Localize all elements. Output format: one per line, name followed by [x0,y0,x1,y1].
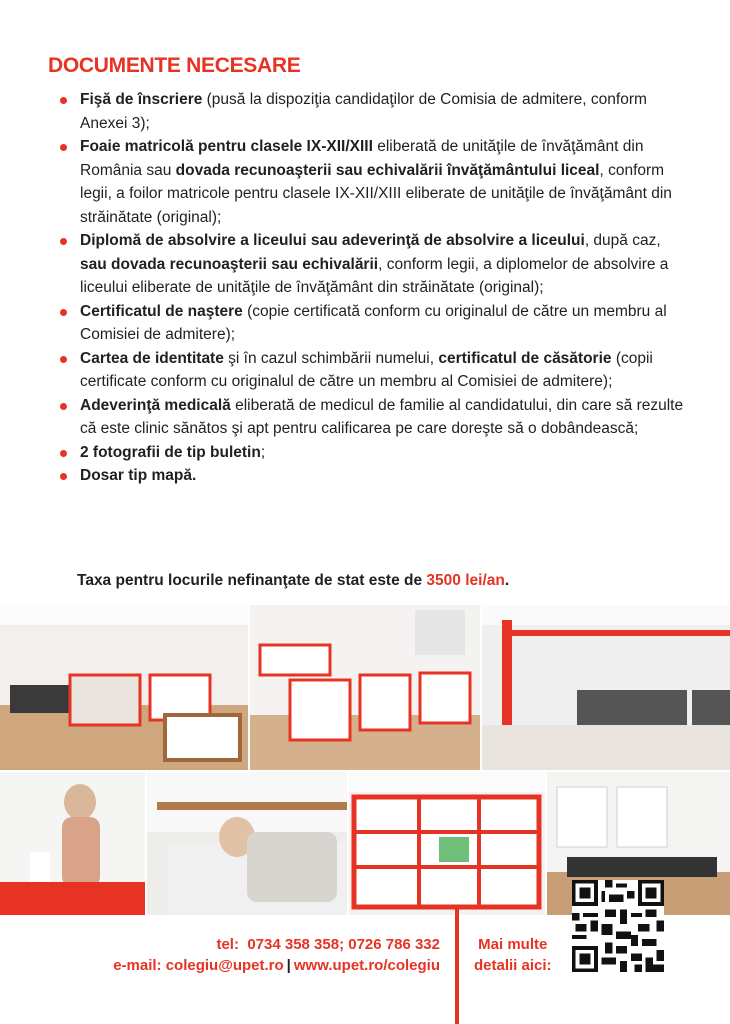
list-item: Dosar tip mapă. [55,464,685,488]
list-item: Adeverinţă medicală eliberată de medicul de familie al candidatului, din care să rezulte că este clinic sănătos şi apt pentru calificarea pe care doreşte să o dobândească; [55,394,685,441]
tuition-fee-note: Taxa pentru locurile nefinanţate de stat este de 3500 lei/an. [77,572,510,589]
email-web-line: e-mail: colegiu@upet.ro | www.upet.ro/colegiu [113,957,440,974]
photo-classroom-blurred [482,605,730,770]
list-item: Fişă de înscriere (pusă la dispoziţia candidaţilor de Comisia de admitere, conform Anexei 3); [55,88,685,135]
contact-info [113,934,440,976]
qr-code-icon[interactable] [572,880,664,972]
tuition-price: 3500 lei/an [426,572,505,589]
photo-red-shelves [349,772,545,915]
more-info-label: Mai multe detalii aici: [474,936,552,974]
list-item: Cartea de identitate şi în cazul schimbării numelui, certificatul de căsătorie (copii certificate conform cu originalul de către un membru al Comisiei de admitere); [55,347,685,394]
list-item: Certificatul de naştere (copie certificată conform cu originalul de către un membru al Comisiei de admitere); [55,300,685,347]
photo-mannequin-bed [147,772,347,915]
documents-list [55,88,685,488]
list-item: Foaie matricolă pentru clasele IX-XII/XIII eliberată de unităţile de învăţământ din România sau dovada recunoaşterii sau echivalării învăţământului liceal, conform legii, a foilor matricole pentru clasele IX-XII/XIII eliberate de unităţile de învăţământ din străinătate (original); [55,135,685,229]
photo-anatomy-model [0,772,145,915]
phone-line: tel: 0734 358 358; 0726 786 332 [216,936,440,953]
divider-bar [455,905,459,1024]
list-item: Diplomă de absolvire a liceului sau adeverinţă de absolvire a liceului, după caz, sau dovada recunoaşterii sau echivalării, conform legii, a diplomelor de absolvire a liceului eliberate de unităţile de învăţământ din străinătate (original); [55,229,685,300]
website-link[interactable]: www.upet.ro/colegiu [293,957,440,974]
phone-numbers[interactable]: 0734 358 358; 0726 786 332 [247,936,440,953]
list-item: 2 fotografii de tip buletin; [55,441,685,465]
photo-lab-beds [0,605,248,770]
email-link[interactable]: e-mail: colegiu@upet.ro [113,957,284,974]
photo-classroom-desks [250,605,480,770]
page-heading: DOCUMENTE NECESARE [48,54,301,77]
